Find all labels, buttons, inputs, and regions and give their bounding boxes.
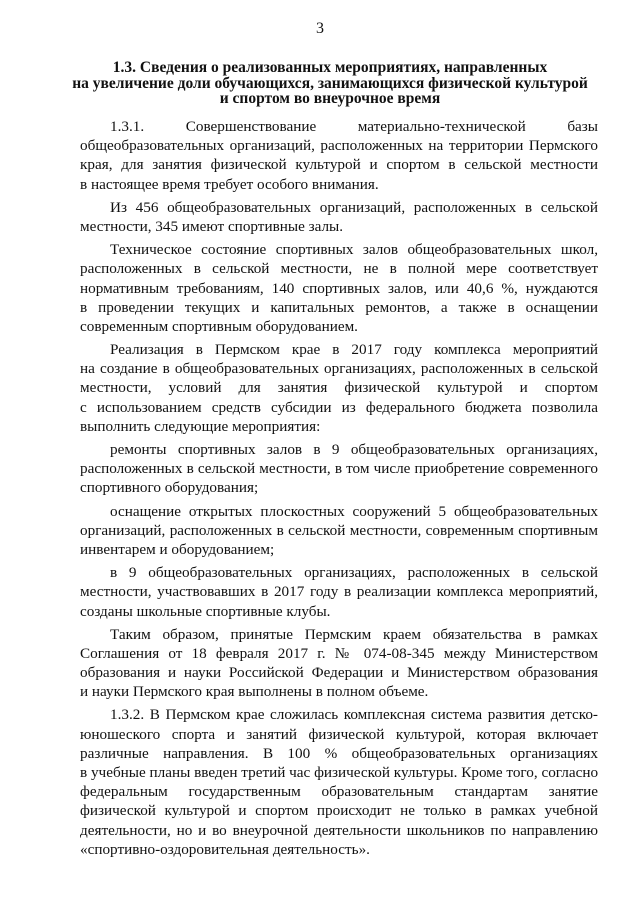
paragraph-line: современным спортивным оборудованием. — [80, 317, 358, 335]
paragraph-line: Техническое состояние спортивных залов общеобразовательных школ, — [110, 241, 598, 259]
paragraph — [80, 440, 598, 498]
paragraph — [80, 340, 598, 436]
paragraph — [80, 502, 598, 560]
paragraph-line: спортивного оборудования; — [80, 479, 259, 497]
paragraph-line: выполнить следующие мероприятия: — [80, 417, 321, 435]
paragraph-line: Соглашения от 18 февраля 2017 г. № 074-08-345 между Министерством — [80, 644, 598, 662]
paragraph — [80, 625, 598, 702]
section-heading-line: и спортом во внеурочное время — [219, 90, 441, 107]
paragraph-line: 1.3.1. Совершенствование материально-технической базы — [110, 118, 598, 135]
paragraph-line: физической культурой и спортом происходит не только в рамках учебной — [80, 802, 598, 820]
paragraph — [80, 117, 598, 194]
paragraph-line: края, для занятия физической культурой и спортом в сельской местности — [80, 156, 598, 174]
paragraph-line: в настоящее время требует особого внимания. — [80, 175, 379, 193]
section-heading-line: на увеличение доли обучающихся, занимающихся физической культурой — [72, 74, 588, 92]
paragraph-line: «спортивно-оздоровительная деятельность». — [80, 840, 370, 858]
paragraph-line: расположенных в сельской местности, в том числе приобретение современного — [80, 460, 598, 478]
paragraph-line: на создание в общеобразовательных организациях, расположенных в сельской — [80, 360, 598, 378]
page-number: 3 — [316, 20, 324, 37]
paragraph-line: различные направления. В 100 % общеобразовательных организациях — [80, 744, 598, 762]
paragraph-line: и науки Пермского края выполнены в полном объеме. — [80, 683, 429, 701]
paragraph-line: в учебные планы введен третий час физической культуры. Кроме того, согласно — [80, 764, 598, 781]
paragraph-line: с использованием средств субсидии из федерального бюджета позволила — [80, 398, 598, 416]
paragraph-line: 1.3.2. В Пермском крае сложилась комплексная система развития детско- — [110, 706, 598, 724]
paragraph-line: в проведении текущих и капитальных ремонтов, а также в оснащении — [80, 298, 598, 316]
paragraph-line: федеральным государственным образовательным стандартам занятие — [80, 783, 598, 801]
paragraph-line: расположенных в сельской местности, не в полной мере соответствует — [80, 260, 598, 278]
paragraph-line: местности, участвовавших в 2017 году в реализации комплекса мероприятий, — [80, 583, 598, 601]
paragraph — [80, 240, 598, 336]
paragraph-line: юношеского спорта и занятий физической культурой, которая включает — [80, 725, 598, 743]
paragraph — [80, 705, 598, 859]
paragraph-line: организаций, расположенных в сельской местности, современным спортивным — [80, 521, 598, 539]
paragraph-line: инвентарем и оборудованием; — [80, 540, 275, 558]
paragraph-line: деятельности, но и во внеурочной деятельности школьников по направлению — [80, 821, 598, 839]
paragraph-line: общеобразовательных организаций, расположенных на территории Пермского — [80, 137, 598, 155]
paragraph-line: образования и науки Российской Федерации и Министерством образования — [80, 664, 598, 682]
paragraph-line: оснащение открытых плоскостных сооружений 5 общеобразовательных — [110, 502, 598, 520]
paragraph-line: Таким образом, принятые Пермским краем обязательства в рамках — [110, 625, 598, 643]
paragraph-line: созданы школьные спортивные клубы. — [80, 602, 331, 620]
section-heading-line: 1.3. Сведения о реализованных мероприятиях, направленных — [112, 59, 548, 76]
section-heading — [60, 60, 600, 107]
paragraph-line: Из 456 общеобразовательных организаций, расположенных в сельской — [110, 198, 598, 216]
paragraph-line: в 9 общеобразовательных организациях, расположенных в сельской — [110, 564, 598, 582]
paragraph-line: местности, 345 имеют спортивные залы. — [80, 217, 344, 235]
paragraph-line: ремонты спортивных залов в 9 общеобразовательных организациях, — [110, 441, 598, 458]
paragraph-line: нормативным требованиям, 140 спортивных залов, или 40,6 %, нуждаются — [80, 279, 598, 297]
paragraph-line: Реализация в Пермском крае в 2017 году комплекса мероприятий — [110, 341, 598, 359]
paragraph-line: местности, условий для занятия физической культурой и спортом — [80, 379, 598, 397]
paragraph — [80, 198, 598, 236]
paragraph — [80, 563, 598, 621]
body-text — [80, 117, 598, 863]
